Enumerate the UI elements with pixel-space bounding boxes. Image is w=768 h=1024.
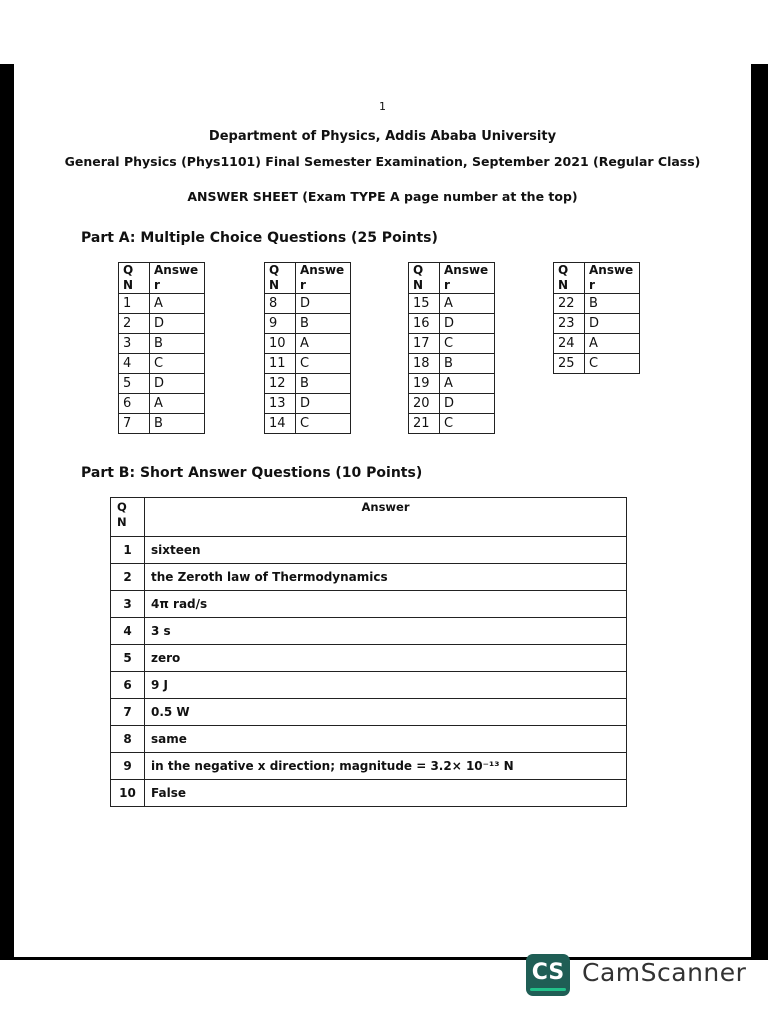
department-title: Department of Physics, Addis Ababa University (208, 129, 557, 144)
mc-header-qn (409, 263, 440, 294)
sa-header-qn-part: N (117, 515, 127, 529)
sa-row (111, 591, 627, 618)
mc-row (119, 314, 205, 334)
mc-answer: C (440, 414, 495, 434)
sa-header-answer: Answer (145, 498, 627, 537)
mc-question-number: 15 (409, 294, 440, 314)
mc-answer: D (150, 314, 205, 334)
mc-header-answer-part: r (300, 278, 306, 292)
mc-row (409, 314, 495, 334)
sa-question-number: 2 (111, 564, 145, 591)
mc-row (265, 314, 351, 334)
mc-header-answer-part: Answe (154, 263, 199, 277)
sa-answer: the Zeroth law of Thermodynamics (145, 564, 627, 591)
mc-answer: C (150, 354, 205, 374)
mc-question-number: 18 (409, 354, 440, 374)
mc-answer: B (296, 314, 351, 334)
mc-row (265, 294, 351, 314)
mc-header-answer (150, 263, 205, 294)
mc-question-number: 19 (409, 374, 440, 394)
mc-row (119, 354, 205, 374)
sa-row (111, 753, 627, 780)
sa-question-number: 1 (111, 537, 145, 564)
mc-row (119, 374, 205, 394)
mc-row (554, 334, 640, 354)
mc-answer: D (585, 314, 640, 334)
mc-question-number: 10 (265, 334, 296, 354)
sa-answer: 4π rad/s (145, 591, 627, 618)
mc-answer: B (150, 334, 205, 354)
mc-question-number: 13 (265, 394, 296, 414)
mc-question-number: 25 (554, 354, 585, 374)
mc-question-number: 22 (554, 294, 585, 314)
mc-row (119, 294, 205, 314)
logo-stripe (530, 988, 566, 991)
mc-question-number: 6 (119, 394, 150, 414)
mc-answer: A (296, 334, 351, 354)
mc-answer: B (296, 374, 351, 394)
sa-row (111, 645, 627, 672)
mc-header-qn-part: Q (558, 263, 569, 277)
mc-header-answer (585, 263, 640, 294)
mc-header-row (409, 263, 495, 294)
mc-question-number: 11 (265, 354, 296, 374)
mc-row (409, 354, 495, 374)
mc-header-qn-part: Q (123, 263, 134, 277)
sa-row (111, 618, 627, 645)
sa-question-number: 3 (111, 591, 145, 618)
sa-header-qn-part: Q (117, 500, 127, 514)
mc-question-number: 4 (119, 354, 150, 374)
mc-question-number: 24 (554, 334, 585, 354)
part-a-title: Part A: Multiple Choice Questions (25 Points) (81, 230, 438, 246)
sa-question-number: 8 (111, 726, 145, 753)
sa-header-qn (111, 498, 145, 537)
mc-header-answer-part: r (589, 278, 595, 292)
sa-question-number: 7 (111, 699, 145, 726)
mc-header-answer-part: r (154, 278, 160, 292)
mc-header-qn-part: N (413, 278, 424, 292)
camscanner-name: CamScanner (582, 958, 747, 987)
mc-answer: D (296, 394, 351, 414)
sa-answer: zero (145, 645, 627, 672)
mc-answer: B (440, 354, 495, 374)
sa-question-number: 10 (111, 780, 145, 807)
mc-header-answer-part: Answe (444, 263, 489, 277)
mc-question-number: 21 (409, 414, 440, 434)
mc-header-answer (440, 263, 495, 294)
mc-question-number: 7 (119, 414, 150, 434)
scan-border-right (751, 64, 768, 957)
mc-question-number: 5 (119, 374, 150, 394)
mc-question-number: 3 (119, 334, 150, 354)
mc-answer: D (440, 314, 495, 334)
mc-question-number: 20 (409, 394, 440, 414)
mc-header-qn-part: N (123, 278, 134, 292)
answer-sheet-title: ANSWER SHEET (Exam TYPE A page number at the top) (187, 189, 578, 204)
scan-border-left (0, 64, 14, 957)
exam-title: General Physics (Phys1101) Final Semester Examination, September 2021 (Regular Class) (64, 154, 701, 169)
mc-row (554, 314, 640, 334)
mc-answer: D (440, 394, 495, 414)
mc-question-number: 9 (265, 314, 296, 334)
mc-header-qn-part: N (558, 278, 569, 292)
mc-question-number: 17 (409, 334, 440, 354)
sa-question-number: 4 (111, 618, 145, 645)
short-answer-table (110, 497, 627, 807)
sa-header-row (111, 498, 627, 537)
mc-answer: D (150, 374, 205, 394)
mc-row (265, 334, 351, 354)
mc-answer: B (585, 294, 640, 314)
mc-answer: C (296, 354, 351, 374)
sa-row (111, 537, 627, 564)
sa-row (111, 726, 627, 753)
mc-row (119, 414, 205, 434)
sa-answer: sixteen (145, 537, 627, 564)
mc-header-qn (265, 263, 296, 294)
page-number: 1 (379, 100, 386, 113)
part-b-title: Part B: Short Answer Questions (10 Points) (81, 465, 423, 481)
mc-question-number: 14 (265, 414, 296, 434)
mc-answer: A (440, 294, 495, 314)
mc-header-answer-part: Answe (589, 263, 634, 277)
sa-question-number: 5 (111, 645, 145, 672)
mc-question-number: 8 (265, 294, 296, 314)
mc-row (119, 334, 205, 354)
mc-row (265, 414, 351, 434)
mc-question-number: 1 (119, 294, 150, 314)
mc-answer: A (585, 334, 640, 354)
mc-row (265, 394, 351, 414)
sa-row (111, 780, 627, 807)
mc-table-4 (553, 262, 640, 374)
camscanner-logo (526, 954, 570, 996)
mc-row (554, 294, 640, 314)
mc-row (409, 414, 495, 434)
mc-answer: A (150, 294, 205, 314)
mc-answer: C (296, 414, 351, 434)
mc-header-qn (119, 263, 150, 294)
mc-answer: B (150, 414, 205, 434)
sa-answer: 0.5 W (145, 699, 627, 726)
mc-header-row (119, 263, 205, 294)
sa-row (111, 699, 627, 726)
mc-row (265, 354, 351, 374)
mc-answer: A (440, 374, 495, 394)
sa-answer: False (145, 780, 627, 807)
mc-question-number: 16 (409, 314, 440, 334)
mc-row (119, 394, 205, 414)
mc-table-1 (118, 262, 205, 434)
camscanner-logo-text: CS (531, 960, 565, 985)
mc-header-qn-part: Q (269, 263, 280, 277)
answer-sheet-page (14, 64, 751, 957)
sa-answer: same (145, 726, 627, 753)
mc-row (554, 354, 640, 374)
mc-header-qn-part: N (269, 278, 280, 292)
mc-row (409, 334, 495, 354)
mc-header-answer (296, 263, 351, 294)
mc-header-row (554, 263, 640, 294)
mc-header-qn-part: Q (413, 263, 424, 277)
mc-header-answer-part: r (444, 278, 450, 292)
mc-question-number: 2 (119, 314, 150, 334)
sa-question-number: 6 (111, 672, 145, 699)
mc-answer: C (585, 354, 640, 374)
mc-answer: A (150, 394, 205, 414)
mc-question-number: 12 (265, 374, 296, 394)
mc-row (409, 294, 495, 314)
sa-answer: in the negative x direction; magnitude = 3.2× 10⁻¹³ N (145, 753, 627, 780)
mc-row (409, 374, 495, 394)
mc-table-2 (264, 262, 351, 434)
mc-answer: C (440, 334, 495, 354)
mc-answer: D (296, 294, 351, 314)
mc-question-number: 23 (554, 314, 585, 334)
sa-row (111, 564, 627, 591)
sa-answer: 9 J (145, 672, 627, 699)
mc-row (265, 374, 351, 394)
mc-table-3 (408, 262, 495, 434)
sa-question-number: 9 (111, 753, 145, 780)
mc-header-answer-part: Answe (300, 263, 345, 277)
sa-answer: 3 s (145, 618, 627, 645)
mc-header-qn (554, 263, 585, 294)
mc-header-row (265, 263, 351, 294)
mc-row (409, 394, 495, 414)
sa-row (111, 672, 627, 699)
